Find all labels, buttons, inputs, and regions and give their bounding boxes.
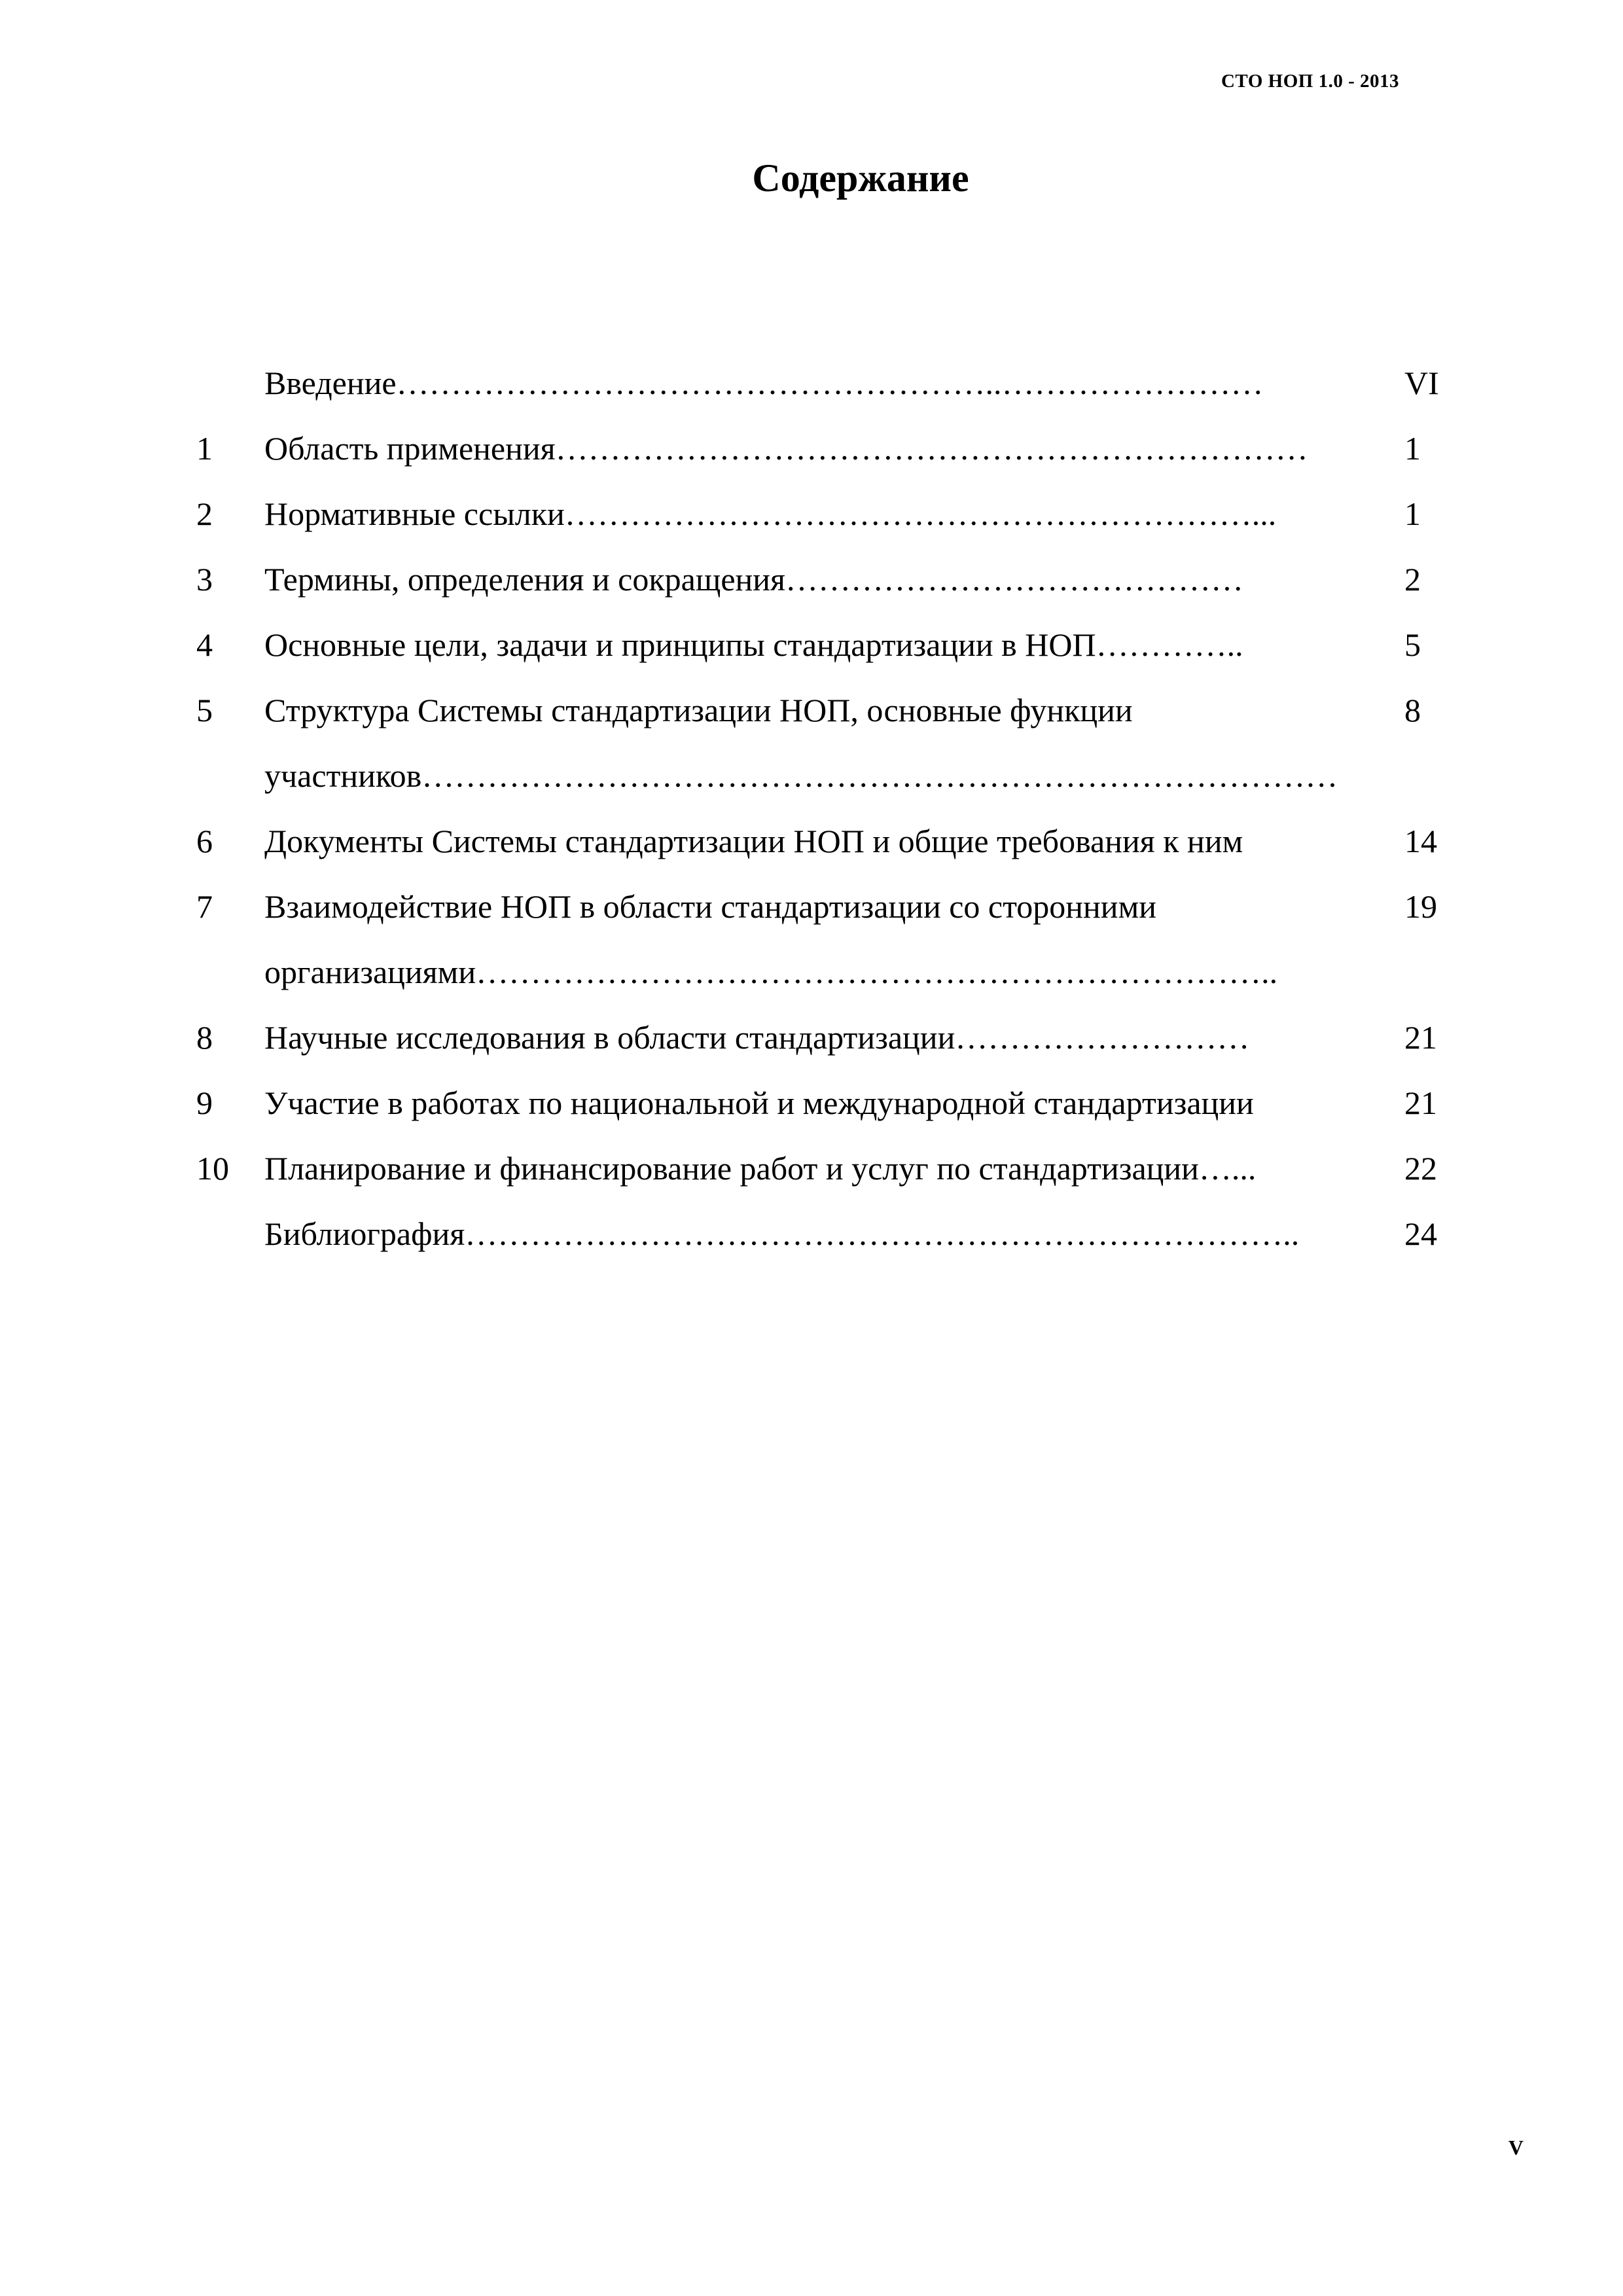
toc-entry[interactable] bbox=[196, 563, 1459, 628]
toc-entry-title: Библиография………………………………………………………………….. bbox=[264, 1215, 1300, 1252]
toc-entry-page: 19 bbox=[1404, 888, 1437, 925]
toc-entry-page: 21 bbox=[1404, 1019, 1437, 1056]
toc-entry[interactable] bbox=[196, 367, 1459, 432]
toc-entry-number: 4 bbox=[196, 626, 213, 663]
toc-entry-title-line1: Взаимодействие НОП в области стандартизации со сторонними bbox=[264, 888, 1156, 925]
toc-entry-title-line1: Структура Системы стандартизации НОП, основные функции bbox=[264, 692, 1133, 728]
toc-entry-page: 1 bbox=[1404, 430, 1421, 467]
toc-entry-page: 21 bbox=[1404, 1085, 1437, 1121]
toc-entry-title: Введение………………………………………………..…………………… bbox=[264, 365, 1264, 401]
toc-entry-page: 5 bbox=[1404, 626, 1421, 663]
toc-entry-number: 1 bbox=[196, 430, 213, 467]
toc-entry-title: Термины, определения и сокращения…………………………………… bbox=[264, 561, 1244, 598]
toc-entry-title: Документы Системы стандартизации НОП и общие требования к ним bbox=[264, 823, 1243, 859]
toc-entry-title bbox=[264, 692, 1442, 794]
toc-entry-page: 14 bbox=[1404, 823, 1437, 859]
toc-entry[interactable] bbox=[196, 1086, 1459, 1152]
toc-entry[interactable] bbox=[196, 1152, 1459, 1217]
toc-entry-number: 9 bbox=[196, 1085, 213, 1121]
toc-entry-title: Область применения…………………………………………………………… bbox=[264, 430, 1308, 467]
toc-entry-title: Научные исследования в области стандартизации……………………… bbox=[264, 1019, 1250, 1056]
toc-entry-number: 10 bbox=[196, 1150, 229, 1187]
toc-entry-title: Нормативные ссылки………………………………………………………... bbox=[264, 495, 1277, 532]
toc-entry-page: 1 bbox=[1404, 495, 1421, 532]
toc-entry-number: 7 bbox=[196, 888, 213, 925]
toc-entry-number: 5 bbox=[196, 692, 213, 728]
table-of-contents bbox=[196, 367, 1459, 1283]
page-number: V bbox=[1508, 2136, 1524, 2159]
toc-entry-title: Планирование и финансирование работ и услуг по стандартизации…... bbox=[264, 1150, 1257, 1187]
toc-entry[interactable] bbox=[196, 694, 1459, 825]
toc-entry[interactable] bbox=[196, 890, 1459, 1021]
toc-entry-title: Участие в работах по национальной и международной стандартизации bbox=[264, 1085, 1254, 1121]
toc-entry[interactable] bbox=[196, 825, 1459, 890]
toc-entry-page: 22 bbox=[1404, 1150, 1437, 1187]
toc-entry-title-line2: организациями……………………………………………………………….. bbox=[264, 954, 1278, 990]
toc-entry-number: 3 bbox=[196, 561, 213, 598]
toc-entry-page: 24 bbox=[1404, 1215, 1437, 1252]
toc-entry[interactable] bbox=[196, 1021, 1459, 1086]
toc-entry-number: 6 bbox=[196, 823, 213, 859]
toc-entry[interactable] bbox=[196, 1217, 1459, 1283]
toc-title: Содержание bbox=[752, 156, 969, 200]
toc-entry[interactable] bbox=[196, 628, 1459, 694]
toc-entry-number: 8 bbox=[196, 1019, 213, 1056]
toc-entry-page: 2 bbox=[1404, 561, 1421, 598]
toc-entry[interactable] bbox=[196, 497, 1459, 563]
document-code: СТО НОП 1.0 - 2013 bbox=[1221, 71, 1399, 92]
toc-entry-title bbox=[264, 888, 1442, 990]
toc-entry-title: Основные цели, задачи и принципы стандартизации в НОП………….. bbox=[264, 626, 1243, 663]
toc-entry-page: 8 bbox=[1404, 692, 1421, 728]
toc-entry-number: 2 bbox=[196, 495, 213, 532]
toc-entry-title-line2: участников………………………………………………………………………… bbox=[264, 757, 1338, 794]
toc-entry[interactable] bbox=[196, 432, 1459, 497]
toc-entry-page: VI bbox=[1404, 365, 1439, 401]
